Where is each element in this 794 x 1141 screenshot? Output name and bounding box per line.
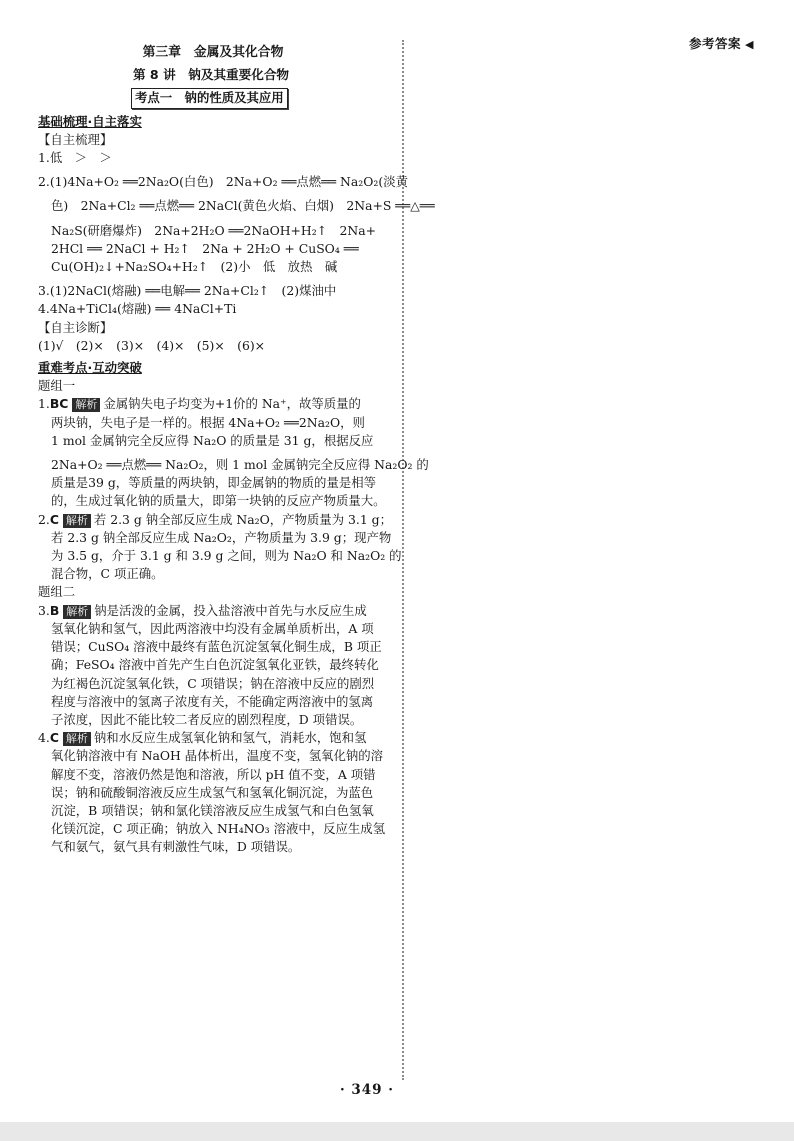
analysis-tag: 解析 (72, 398, 100, 412)
question-3-number: 3. (38, 602, 50, 618)
subheading-self-diagnosis: 【自主诊断】 (38, 319, 113, 335)
question-3-answer: B (49, 602, 60, 618)
analysis-tag: 解析 (63, 732, 91, 746)
question-3-line: 为红褐色沉淀氢氧化铁，C 项错误；钠在溶液中反应的剧烈 (51, 675, 375, 691)
question-1-number: 1. (38, 396, 50, 412)
answer-line-1: 1.低 ＞ ＞ (38, 150, 112, 166)
answer-line-7: 3.(1)2NaCl(熔融) ══电解══ 2Na+Cl₂↑ (2)煤油中 (38, 283, 337, 299)
question-3-line: 错误；CuSO₄ 溶液中最终有蓝色沉淀氢氧化铜生成，B 项正 (51, 639, 382, 655)
question-4-line: 误；钠和硫酸铜溶液反应生成氢气和氢氧化铜沉淀，为蓝色 (51, 784, 374, 800)
question-3-line: 确；FeSO₄ 溶液中首先产生白色沉淀氢氧化亚铁，最终转化 (51, 657, 379, 673)
question-4-line: 钠和水反应生成氢氧化钠和氢气，消耗水，饱和氢 (93, 730, 367, 746)
question-4-line: 化镁沉淀，C 项正确；钠放入 NH₄NO₃ 溶液中，反应生成氢 (51, 821, 386, 837)
section-heading-key-points: 重难考点·互动突破 (38, 360, 142, 376)
question-2-line: 为 3.5 g，介于 3.1 g 和 3.9 g 之间，则为 Na₂O 和 Na₂O₂ 的 (51, 548, 402, 564)
question-2-line: 若 2.3 g 钠全部反应生成 Na₂O₂，产物质量为 3.9 g；现产物 (51, 529, 392, 545)
question-4-line: 解度不变，溶液仍然是饱和溶液，所以 pH 值不变，A 项错 (51, 766, 376, 782)
question-2-number: 2. (38, 511, 50, 527)
section-heading-basics: 基础梳理·自主落实 (38, 113, 142, 129)
question-3-line: 程度与溶液中的氢离子浓度有关，不能确定两溶液中的氢离 (51, 693, 374, 709)
lecture-title: 第 8 讲 钠及其重要化合物 (132, 67, 290, 83)
analysis-tag: 解析 (63, 514, 91, 528)
kaodian-box: 考点一 钠的性质及其应用 (131, 88, 288, 108)
answer-line-8: 4.4Na+TiCl₄(熔融) ══ 4NaCl+Ti (38, 301, 237, 317)
question-1-line: 1 mol 金属钠完全反应得 Na₂O 的质量是 31 g，根据反应 (51, 432, 374, 448)
scan-edge-strip (0, 1122, 794, 1141)
question-2-answer: C (49, 511, 59, 527)
header-answer-label (689, 34, 754, 52)
chapter-title: 第三章 金属及其化合物 (142, 45, 284, 60)
question-4-line: 氧化钠溶液中有 NaOH 晶体析出，温度不变，氢氧化钠的溶 (51, 748, 384, 764)
question-1-line: 2Na+O₂ ══点燃══ Na₂O₂，则 1 mol 金属钠完全反应得 Na₂O₂ 的 (51, 457, 429, 473)
group-two-heading: 题组二 (38, 584, 76, 600)
question-1-line: 质量是39 g，等质量的两块钠，即金属钠的物质的量是相等 (51, 475, 377, 491)
question-1-line: 两块钠，失电子是一样的。根据 4Na+O₂ ══2Na₂O，则 (51, 414, 365, 430)
question-4-answer: C (49, 730, 59, 746)
question-4-line: 沉淀，B 项错误；钠和氯化镁溶液反应生成氢气和白色氢氧 (51, 802, 374, 818)
question-3 (38, 602, 398, 729)
subheading-self-review: 【自主梳理】 (38, 131, 113, 147)
question-3-line: 氢氧化钠和氢气，因此两溶液中均没有金属单质析出，A 项 (51, 620, 374, 636)
answer-line-4: Na₂S(研磨爆炸) 2Na+2H₂O ══2NaOH+H₂↑ 2Na+ (51, 222, 376, 238)
question-2 (38, 511, 402, 584)
triangle-left-icon: ◀ (745, 38, 754, 51)
page-number: · 349 · (340, 1082, 394, 1098)
question-2-line: 若 2.3 g 钠全部反应生成 Na₂O，产物质量为 3.1 g； (93, 511, 392, 527)
answer-line-6: Cu(OH)₂↓+Na₂SO₄+H₂↑ (2)小 低 放热 碱 (51, 259, 338, 275)
group-one-heading: 题组一 (38, 378, 76, 394)
question-4-line: 气和氨气，氨气具有刺激性气味，D 项错误。 (51, 839, 301, 855)
column-divider (402, 40, 404, 1080)
header-label-text: 参考答案 (689, 36, 742, 51)
question-3-line: 子浓度，因此不能比较二者反应的剧烈程度，D 项错误。 (51, 711, 363, 727)
diagnosis-answers: (1)√ (2)× (3)× (4)× (5)× (6)× (38, 337, 266, 353)
question-1-line: 的，生成过氧化钠的质量大，即第一块钠的反应产物质量大。 (51, 493, 386, 509)
answer-line-2: 2.(1)4Na+O₂ ══2Na₂O(白色) 2Na+O₂ ══点燃══ Na₂O₂(淡黄 (38, 174, 408, 190)
question-1-line: 金属钠失电子均变为+1价的 Na⁺，故等质量的 (103, 396, 361, 412)
question-1-answer: BC (49, 396, 69, 412)
question-4 (38, 729, 398, 856)
analysis-tag: 解析 (63, 605, 91, 619)
question-4-number: 4. (38, 730, 50, 746)
answer-line-3: 色) 2Na+Cl₂ ══点燃══ 2NaCl(黄色火焰、白烟) 2Na+S ══△══ (51, 198, 435, 214)
question-2-line: 混合物，C 项正确。 (51, 566, 164, 582)
question-3-line: 钠是活泼的金属，投入盐溶液中首先与水反应生成 (94, 602, 367, 618)
question-1 (38, 395, 429, 510)
answer-line-5: 2HCl ══ 2NaCl + H₂↑ 2Na + 2H₂O + CuSO₄ ══ (51, 240, 359, 256)
left-column (38, 44, 435, 857)
